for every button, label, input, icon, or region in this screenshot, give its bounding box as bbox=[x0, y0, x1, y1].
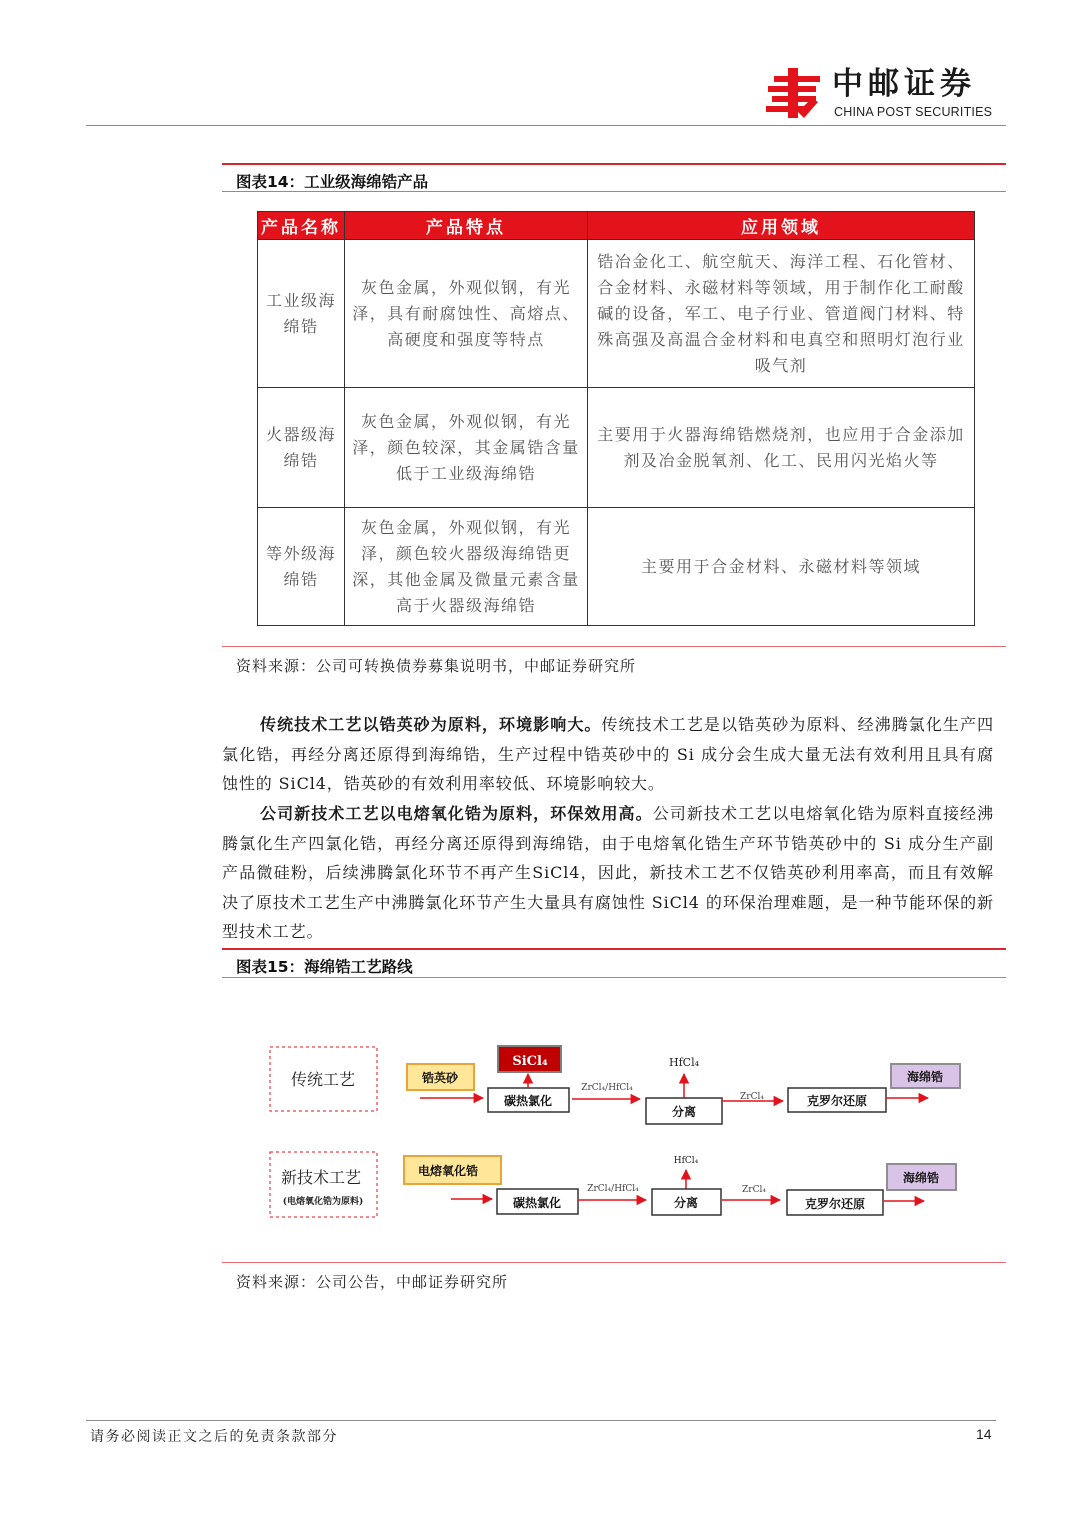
product-name-cell: 工业级海绵锆 bbox=[258, 240, 345, 388]
product-applications-cell: 锆冶金化工、航空航天、海洋工程、石化管材、合金材料、永磁材料等领域，用于制作化工耐酸碱的设备，军工、电子行业、管道阀门材料、特殊高强及高温合金材料和电真空和照明灯泡行业吸气剂 bbox=[588, 240, 975, 388]
product-name-cell: 等外级海绵锆 bbox=[258, 508, 345, 626]
footer-divider bbox=[86, 1420, 996, 1421]
brand-name-cn: 中邮证券 bbox=[832, 66, 976, 102]
product-features-cell: 灰色金属，外观似钢，有光泽，具有耐腐蚀性、高熔点、高硬度和强度等特点 bbox=[345, 240, 588, 388]
column-header: 产品名称 bbox=[258, 212, 345, 240]
byproduct-hfcl4: HfCl₄ bbox=[668, 1056, 700, 1069]
paragraph-lead: 传统技术工艺以锆英砂为原料，环境影响大。 bbox=[260, 715, 602, 734]
paragraph-text: 公司新技术工艺以电熔氧化锆为原料直接经沸腾氯化生产四氯化锆，再经分离还原得到海绵锆，由于电熔氧化锆生产环节锆英砂中的 Si 成分生产副产品微硅粉，后续沸腾氯化环节不再产生SiCl4，因此，新技术工艺不仅锆英砂利用率高，而且有效解决了原技术工艺生产中沸腾氯化环节产生大量具有腐蚀性 SiCl4 的环保治理难题，是一种节能环保的新型技术工艺。 bbox=[222, 804, 994, 941]
product-features-cell: 灰色金属，外观似钢，有光泽，颜色较火器级海绵锆更深，其他金属及微量元素含量高于火器级海绵锆 bbox=[345, 508, 588, 626]
brand-name-en: CHINA POST SECURITIES bbox=[834, 105, 993, 119]
figure15-source: 资料来源：公司公告，中邮证券研究所 bbox=[236, 1273, 509, 1291]
figure14-source: 资料来源：公司可转换债券募集说明书，中邮证券研究所 bbox=[236, 657, 637, 675]
figure15-caption: 图表15：海绵锆工艺路线 bbox=[236, 958, 413, 976]
process-step-label: 碳热氯化 bbox=[503, 1094, 553, 1108]
product-applications-cell: 主要用于火器海绵锆燃烧剂，也应用于合金添加剂及冶金脱氧剂、化工、民用闪光焰火等 bbox=[588, 388, 975, 508]
product-applications-cell: 主要用于合金材料、永磁材料等领域 bbox=[588, 508, 975, 626]
footer-disclaimer: 请务必阅读正文之后的免责条款部分 bbox=[90, 1429, 338, 1445]
raw-material-label: 电熔氧化锆 bbox=[417, 1164, 479, 1178]
new-sublabel: (电熔氧化锆为原料) bbox=[282, 1197, 364, 1207]
process-step-label: 克罗尔还原 bbox=[806, 1094, 868, 1108]
raw-material-label: 锆英砂 bbox=[421, 1071, 459, 1085]
flow-label: ZrCl₄ bbox=[740, 1092, 764, 1102]
traditional-label: 传统工艺 bbox=[290, 1070, 356, 1089]
new-label: 新技术工艺 bbox=[280, 1168, 362, 1187]
product-name-cell: 火器级海绵锆 bbox=[258, 388, 345, 508]
flow-label: ZrCl₄/HfCl₄ bbox=[587, 1184, 639, 1194]
column-header: 应用领域 bbox=[588, 212, 975, 240]
paragraph-lead: 公司新技术工艺以电熔氧化锆为原料，环保效用高。 bbox=[260, 804, 653, 823]
column-header: 产品特点 bbox=[345, 212, 588, 240]
figure14-caption: 图表14：工业级海绵锆产品 bbox=[236, 173, 429, 191]
process-step-label: 分离 bbox=[673, 1196, 699, 1210]
product-features-cell: 灰色金属，外观似钢，有光泽，颜色较深，其金属锆含量低于工业级海绵锆 bbox=[345, 388, 588, 508]
process-step-label: 克罗尔还原 bbox=[804, 1197, 866, 1211]
source-rule bbox=[222, 1262, 1006, 1263]
product-label: 海绵锆 bbox=[906, 1070, 944, 1084]
flow-label: ZrCl₄ bbox=[742, 1185, 766, 1195]
flow-label: ZrCl₄/HfCl₄ bbox=[581, 1083, 633, 1093]
paragraph-text: 传统技术工艺是以锆英砂为原料、经沸腾氯化生产四氯化锆，再经分离还原得到海绵锆，生产过程中锆英砂中的 Si 成分会生成大量无法有效利用且具有腐蚀性的 SiCl4，锆英砂的有效利用率较低、环境影响较大。 bbox=[222, 715, 994, 793]
byproduct-hfcl4: HfCl₄ bbox=[673, 1156, 699, 1166]
process-step-label: 碳热氯化 bbox=[512, 1196, 562, 1210]
product-label: 海绵锆 bbox=[902, 1171, 940, 1185]
process-step-label: 分离 bbox=[671, 1105, 697, 1119]
byproduct-label: SiCl₄ bbox=[512, 1054, 548, 1069]
page-number: 14 bbox=[976, 1426, 992, 1442]
